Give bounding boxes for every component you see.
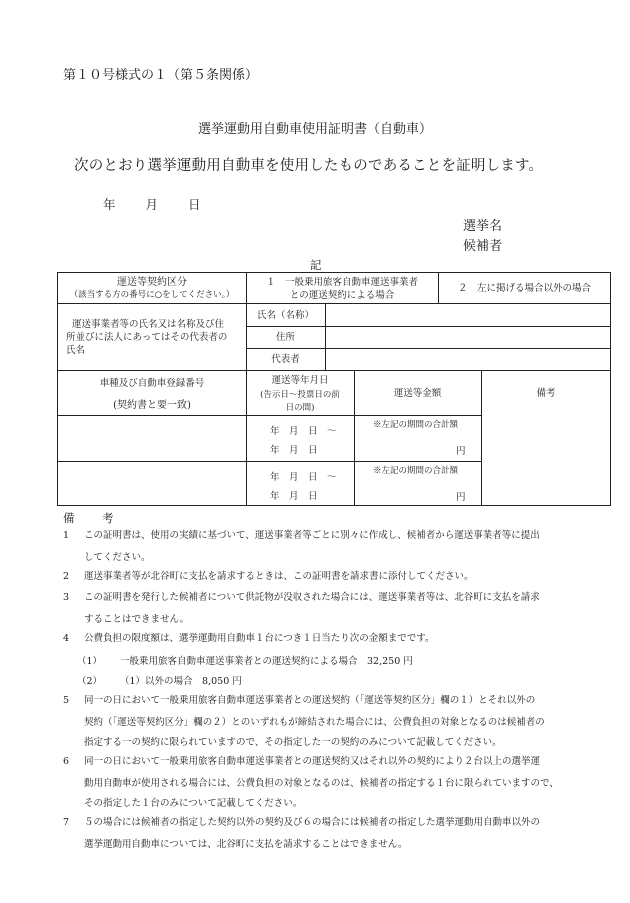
note-item-7 — [63, 816, 540, 829]
date-day: 日 — [188, 197, 201, 212]
date-to-2[interactable]: 年 月 日 — [270, 491, 318, 502]
form-number: 第１０号様式の１（第５条関係） — [63, 68, 259, 83]
note-text: 運送事業者等が北谷町に支払を請求するときは、この証明書を請求書に添付してください。 — [84, 571, 474, 582]
candidate-label: 候補者 — [463, 239, 503, 254]
note-item-5-cont: 指定する一の契約に限られていますので、その指定した一の契約のみについて記載してください。 — [84, 737, 502, 748]
operator-rep-field[interactable] — [326, 349, 611, 370]
date-month: 月 — [145, 197, 159, 212]
operator-label-line2: 所並びに法人にあってはその代表者の — [66, 332, 228, 343]
amount-note-2: ※左記の期間の合計額 — [373, 466, 459, 476]
note-sub-item-2 — [77, 673, 242, 687]
vehicle-column-header — [58, 377, 246, 412]
operator-rep-label: 代表者 — [271, 354, 300, 365]
operator-address-field[interactable] — [326, 327, 611, 348]
date-column-header — [246, 374, 354, 415]
ki-label: 記 — [310, 258, 322, 272]
note-text: 同一の日において一般乗用旅客自動車運送事業者との運送契約又はそれ以外の契約により２台以上の選挙運 — [84, 756, 541, 767]
amount-yen-2[interactable]: 円 — [456, 492, 466, 503]
contract-option-2[interactable]: ２ 左に掲げる場合以外の場合 — [457, 283, 591, 294]
note-item-1-cont: してください。 — [84, 552, 151, 563]
note-item-4 — [63, 632, 435, 645]
amount-note-1: ※左記の期間の合計額 — [373, 420, 459, 430]
operator-label-line3: 氏名 — [66, 345, 86, 356]
note-text: 公費負担の限度額は、選挙運動用自動車１台につき１日当たり次の金額までです。 — [84, 633, 435, 644]
note-item-2 — [63, 570, 474, 583]
amount-column-header: 運送等金額 — [393, 388, 442, 399]
contract-option-1[interactable] — [246, 276, 438, 302]
note-number: 6 — [63, 756, 70, 767]
operator-name-label: 氏名（名称） — [256, 310, 314, 321]
note-item-1 — [63, 529, 540, 542]
note-sub-item-1 — [77, 653, 413, 667]
vehicle-field-1[interactable] — [58, 416, 246, 460]
note-number: 3 — [63, 592, 70, 603]
date-from-1[interactable]: 年 月 日 ～ — [270, 426, 337, 437]
note-number: 7 — [63, 817, 70, 828]
contract-type-cell — [58, 276, 246, 302]
contract-type-note: （該当する方の番号に○をしてください。） — [69, 290, 235, 300]
note-item-5 — [63, 694, 535, 707]
date-header-line1: 運送等年月日 — [271, 375, 329, 386]
notes-heading: 備 考 — [63, 511, 122, 525]
certificate-table — [57, 272, 611, 506]
note-item-6-cont: その指定した１台のみについて記載してください。 — [84, 798, 303, 809]
date-from-2[interactable]: 年 月 日 ～ — [270, 472, 337, 483]
note-number: 1 — [63, 530, 70, 541]
note-text: 同一の日において一般乗用旅客自動車運送事業者との運送契約（「運送等契約区分」欄の１）とそれ以外の — [84, 695, 536, 706]
contract-option-1-line1: １ 一般乗用旅客自動車運送事業者 — [265, 277, 418, 288]
vehicle-header-line1: 車種及び自動車登録番号 — [99, 378, 205, 389]
note-text: この証明書は、使用の実績に基づいて、運送事業者等ごとに別々に作成し、候補者から運送事業者等に提出 — [84, 530, 540, 541]
sub-item-text: 一般乗用旅客自動車運送事業者との運送契約による場合 32,250 円 — [120, 656, 413, 667]
document-title: 選挙運動用自動車使用証明書（自動車） — [197, 122, 432, 137]
date-year: 年 — [103, 197, 116, 212]
election-name-label: 選挙名 — [463, 219, 503, 234]
date-line — [103, 195, 227, 213]
operator-label-line1: 運送事業者等の氏名又は名称及び住 — [72, 319, 225, 330]
note-item-3-cont: することはできません。 — [84, 614, 190, 625]
note-item-3 — [63, 591, 540, 604]
note-number: 4 — [63, 633, 70, 644]
certification-statement: 次のとおり選挙運動用自動車を使用したものであることを証明します。 — [74, 158, 544, 174]
sub-item-text: （1）以外の場合 8,050 円 — [120, 676, 242, 687]
operator-name-field[interactable] — [326, 304, 611, 326]
note-text: この証明書を発行した候補者について供託物が没収された場合には、運送事業者等は、北谷町に支払を請求 — [84, 592, 540, 603]
date-header-line2: (告示日～投票日の前 — [260, 390, 340, 400]
remarks-field[interactable] — [482, 416, 611, 505]
date-header-line3: 日の間) — [285, 403, 315, 413]
note-item-6 — [63, 755, 540, 768]
note-number: 2 — [63, 571, 70, 582]
note-number: 5 — [63, 695, 70, 706]
note-item-7-cont: 選挙運動用自動車については、北谷町に支払を請求することはできません。 — [84, 839, 408, 850]
table-rule — [58, 370, 611, 371]
operator-label — [66, 318, 244, 357]
note-text: ５の場合には候補者の指定した契約以外の契約及び６の場合には候補者の指定した選挙運動用自動車以外の — [84, 817, 541, 828]
amount-yen-1[interactable]: 円 — [456, 446, 466, 457]
remarks-column-header: 備考 — [536, 388, 556, 399]
vehicle-header-line2: (契約書と要一致) — [113, 400, 191, 411]
sub-item-label: （1） — [77, 656, 103, 667]
contract-type-label: 運送等契約区分 — [117, 277, 187, 288]
date-to-1[interactable]: 年 月 日 — [270, 445, 318, 456]
note-item-5-cont: 契約（「運送等契約区分」欄の２）とのいずれもが締結された場合には、公費負担の対象となるのは候補者の — [84, 717, 545, 728]
sub-item-label: （2） — [77, 676, 103, 687]
contract-option-1-line2: との運送契約による場合 — [289, 290, 395, 301]
note-item-6-cont: 動用自動車が使用される場合には、公費負担の対象となるのは、候補者の指定する１台に限られていますので、 — [84, 778, 559, 789]
vehicle-field-2[interactable] — [58, 462, 246, 505]
operator-address-label: 住所 — [275, 332, 295, 343]
